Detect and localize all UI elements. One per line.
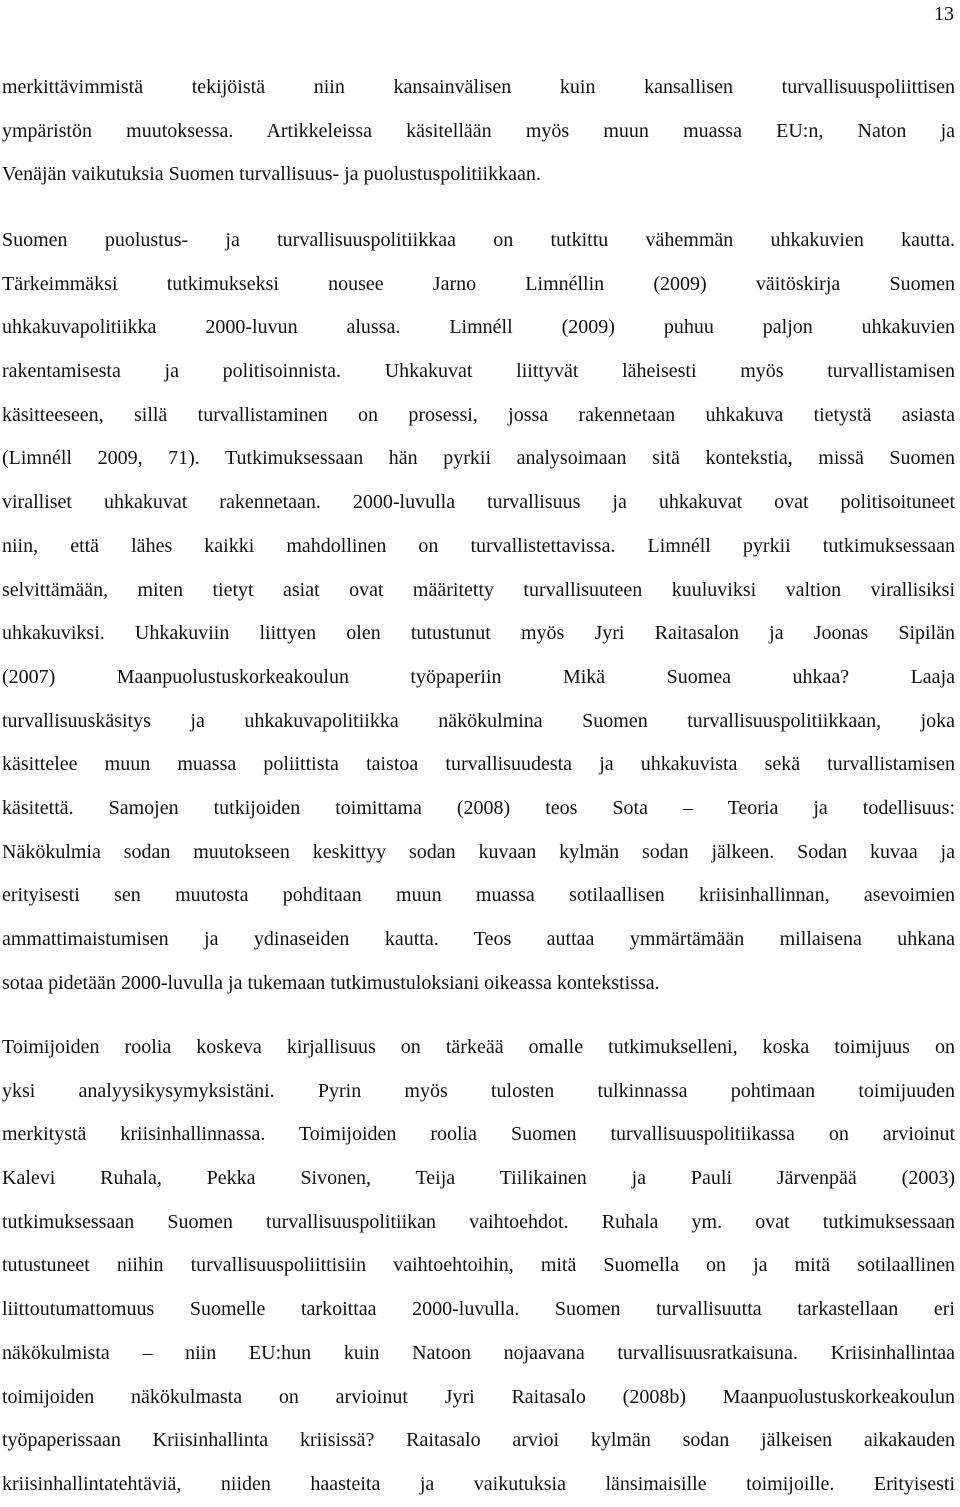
paragraph-2 <box>2 219 955 1005</box>
paragraph-3 <box>2 1026 955 1507</box>
text-line: kriisinhallintatehtäviä, niiden haasteita ja vaikutuksia länsimaisille toimijoille. Erityisesti <box>2 1472 955 1495</box>
page-number: 13 <box>934 3 954 25</box>
text-line: tutustuneet niihin turvallisuuspoliittisiin vaihtoehtoihin, mitä Suomella on ja mitä sotilaallinen <box>2 1254 955 1277</box>
text-line: merkittävimmistä tekijöistä niin kansainvälisen kuin kansallisen turvallisuuspoliittisen <box>2 76 955 98</box>
text-line: Näkökulmia sodan muutokseen keskittyy sodan kuvaan kylmän sodan jälkeen. Sodan kuvaa ja <box>2 840 955 863</box>
text-line: Toimijoiden roolia koskeva kirjallisuus on tärkeää omalle tutkimukselleni, koska toimijuus on <box>2 1036 955 1058</box>
text-line: työpaperissaan Kriisinhallinta kriisissä? Raitasalo arvioi kylmän sodan jälkeisen aikakauden <box>2 1429 955 1452</box>
text-line: uhkakuvapolitiikka 2000-luvun alussa. Limnéll (2009) puhuu paljon uhkakuvien <box>2 316 955 339</box>
text-line: sotaa pidetään 2000-luvulla ja tukemaan tutkimustuloksiani oikeassa kontekstissa. <box>2 971 660 994</box>
text-line: käsitettä. Samojen tutkijoiden toimittama (2008) teos Sota – Teoria ja todellisuus: <box>2 796 955 819</box>
paragraph-1 <box>2 66 955 197</box>
text-line: niin, että lähes kaikki mahdollinen on turvallistettavissa. Limnéll pyrkii tutkimuksessaan <box>2 534 955 557</box>
text-line: Tärkeimmäksi tutkimukseksi nousee Jarno Limnéllin (2009) väitöskirja Suomen <box>2 272 955 295</box>
text-line: käsitteeseen, sillä turvallistaminen on prosessi, jossa rakennetaan uhkakuva tietystä asiasta <box>2 403 955 426</box>
text-line: tutkimuksessaan Suomen turvallisuuspolitiikan vaihtoehdot. Ruhala ym. ovat tutkimuksessaan <box>2 1210 955 1233</box>
text-line: ammattimaistumisen ja ydinaseiden kautta. Teos auttaa ymmärtämään millaisena uhkana <box>2 928 955 950</box>
text-line: toimijoiden näkökulmasta on arvioinut Jyri Raitasalo (2008b) Maanpuolustuskorkeakoulun <box>2 1385 955 1408</box>
text-line: Kalevi Ruhala, Pekka Sivonen, Teija Tiilikainen ja Pauli Järvenpää (2003) <box>2 1167 955 1190</box>
text-line: (Limnéll 2009, 71). Tutkimuksessaan hän pyrkii analysoimaan sitä kontekstia, missä Suomen <box>2 447 955 470</box>
text-line: ympäristön muutoksessa. Artikkeleissa käsitellään myös muun muassa EU:n, Naton ja <box>2 119 955 142</box>
text-line: (2007) Maanpuolustuskorkeakoulun työpaperiin Mikä Suomea uhkaa? Laaja <box>2 665 955 688</box>
text-line: uhkakuviksi. Uhkakuviin liittyen olen tutustunut myös Jyri Raitasalon ja Joonas Sipilän <box>2 622 955 645</box>
text-line: Suomen puolustus- ja turvallisuuspolitiikkaa on tutkittu vähemmän uhkakuvien kautta. <box>2 229 955 251</box>
text-line: erityisesti sen muutosta pohditaan muun muassa sotilaallisen kriisinhallinnan, asevoimien <box>2 884 955 907</box>
text-line: yksi analyysikysymyksistäni. Pyrin myös tulosten tulkinnassa pohtimaan toimijuuden <box>2 1079 955 1102</box>
text-line: selvittämään, miten tietyt asiat ovat määritetty turvallisuuteen kuuluviksi valtion virallisiksi <box>2 578 955 601</box>
text-line: rakentamisesta ja politisoinnista. Uhkakuvat liittyvät läheisesti myös turvallistamisen <box>2 360 955 383</box>
text-line: liittoutumattomuus Suomelle tarkoittaa 2000-luvulla. Suomen turvallisuutta tarkastellaan eri <box>2 1298 955 1321</box>
text-line: merkitystä kriisinhallinnassa. Toimijoiden roolia Suomen turvallisuuspolitiikassa on arvioinut <box>2 1123 955 1146</box>
text-line: käsittelee muun muassa poliittista taistoa turvallisuudesta ja uhkakuvista sekä turvallistamisen <box>2 753 955 776</box>
text-line: turvallisuuskäsitys ja uhkakuvapolitiikka näkökulmina Suomen turvallisuuspolitiikkaan, joka <box>2 709 955 732</box>
text-line: Venäjän vaikutuksia Suomen turvallisuus- ja puolustuspolitiikkaan. <box>2 163 541 186</box>
text-line: näkökulmista – niin EU:hun kuin Natoon nojaavana turvallisuusratkaisuna. Kriisinhallintaa <box>2 1341 955 1364</box>
text-line: viralliset uhkakuvat rakennetaan. 2000-luvulla turvallisuus ja uhkakuvat ovat politisoituneet <box>2 491 955 514</box>
